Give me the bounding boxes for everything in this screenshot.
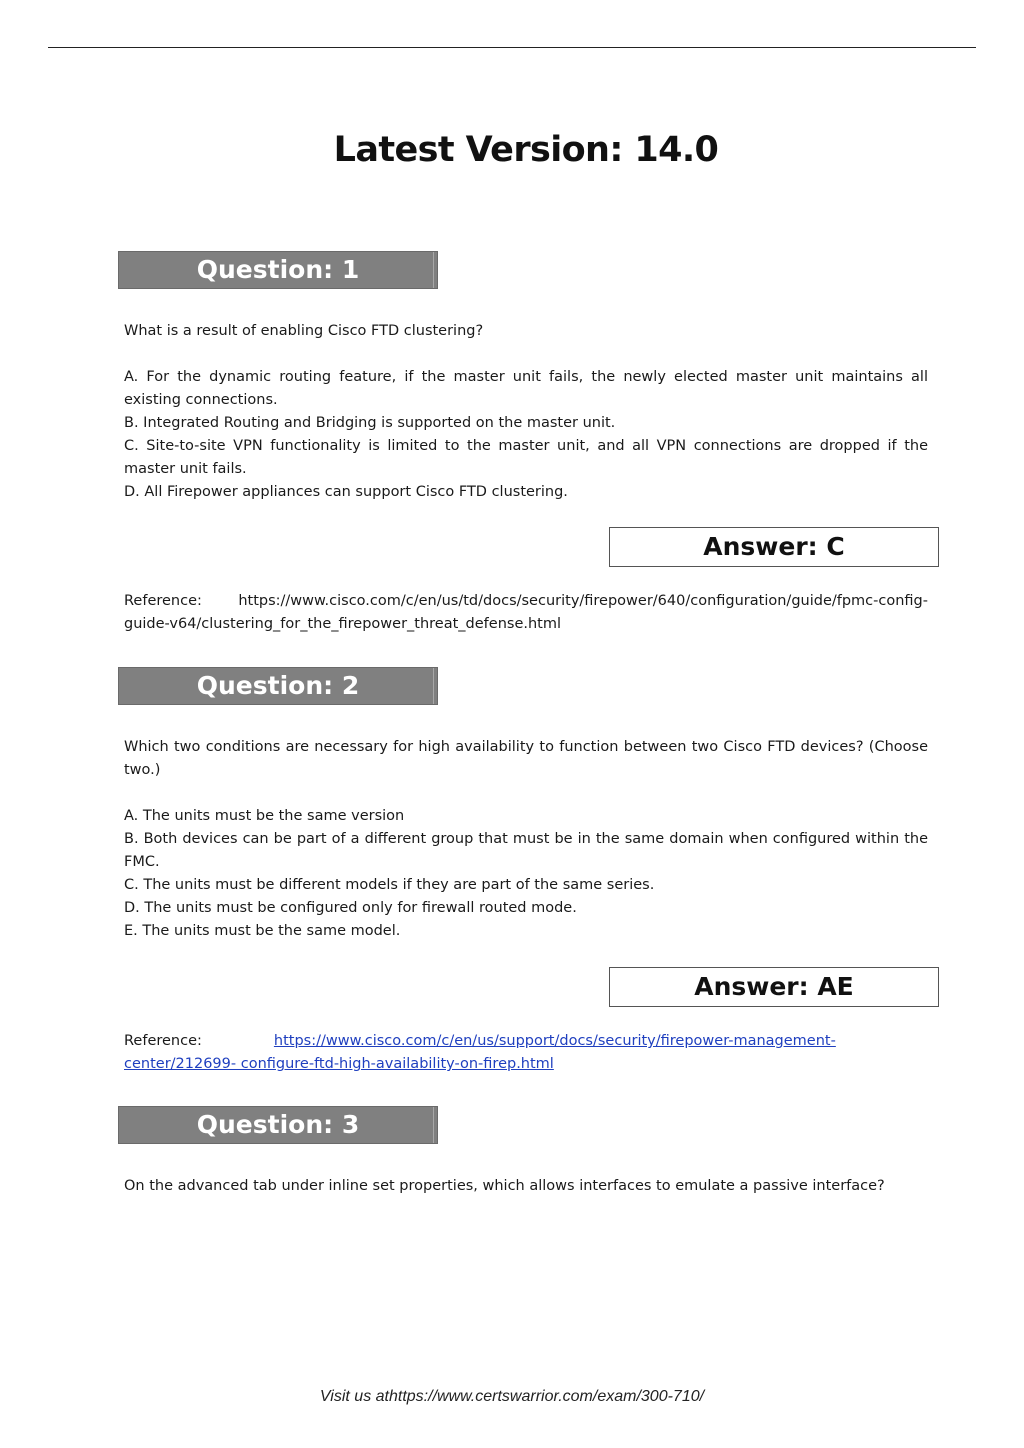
question-2-reference-link[interactable]: https://www.cisco.com/c/en/us/support/docs/security/firepower-management-center/212699- configure-ftd-high-availability-on-firep.html xyxy=(124,1033,836,1072)
question-1-option-d: D. All Firepower appliances can support Cisco FTD clustering. xyxy=(124,484,568,500)
question-1-banner: Question: 1 xyxy=(118,251,438,289)
question-2-option-c: C. The units must be different models if they are part of the same series. xyxy=(124,877,655,893)
question-2-option-b: B. Both devices can be part of a different group that must be in the same domain when configured within the FMC. xyxy=(124,831,928,870)
question-1-option-b: B. Integrated Routing and Bridging is supported on the master unit. xyxy=(124,415,616,431)
question-1-option-c: C. Site-to-site VPN functionality is limited to the master unit, and all VPN connections are dropped if the master unit fails. xyxy=(124,438,928,477)
question-2-prompt-text: Which two conditions are necessary for high availability to function between two Cisco FTD devices? (Choose two.) xyxy=(124,739,928,778)
header-rule xyxy=(48,47,976,48)
question-2-reference xyxy=(124,1030,928,1076)
question-1-reference-text: Reference: https://www.cisco.com/c/en/us/td/docs/security/firepower/640/configuration/guide/fpmc-config- guide-v64/clustering_for_the_firepower_threat_defense.html xyxy=(124,593,928,632)
footer-text: Visit us athttps://www.certswarrior.com/exam/300-710/ xyxy=(319,1388,705,1405)
question-2-banner: Question: 2 xyxy=(118,667,438,705)
question-2-reference-label: Reference: xyxy=(124,1033,202,1049)
question-1-reference xyxy=(124,590,928,636)
question-1-options xyxy=(124,366,928,504)
question-1-prompt-text: What is a result of enabling Cisco FTD clustering? xyxy=(124,323,484,339)
question-3-prompt xyxy=(124,1175,928,1198)
question-2-option-a: A. The units must be the same version xyxy=(124,808,405,824)
question-3-banner: Question: 3 xyxy=(118,1106,438,1144)
question-1-answer: Answer: C xyxy=(609,527,939,567)
question-2-answer: Answer: AE xyxy=(609,967,939,1007)
question-2-prompt xyxy=(124,736,928,782)
question-2-options xyxy=(124,805,928,943)
document-title: Latest Version: 14.0 xyxy=(333,130,719,170)
question-1-prompt xyxy=(124,320,928,343)
question-2-reference-line xyxy=(124,1030,928,1076)
question-1-option-a: A. For the dynamic routing feature, if the master unit fails, the newly elected master unit maintains all existing connections. xyxy=(124,369,928,408)
question-3-prompt-text: On the advanced tab under inline set properties, which allows interfaces to emulate a passive interface? xyxy=(124,1178,885,1194)
question-2-option-e: E. The units must be the same model. xyxy=(124,923,401,939)
question-2-option-d: D. The units must be configured only for firewall routed mode. xyxy=(124,900,577,916)
